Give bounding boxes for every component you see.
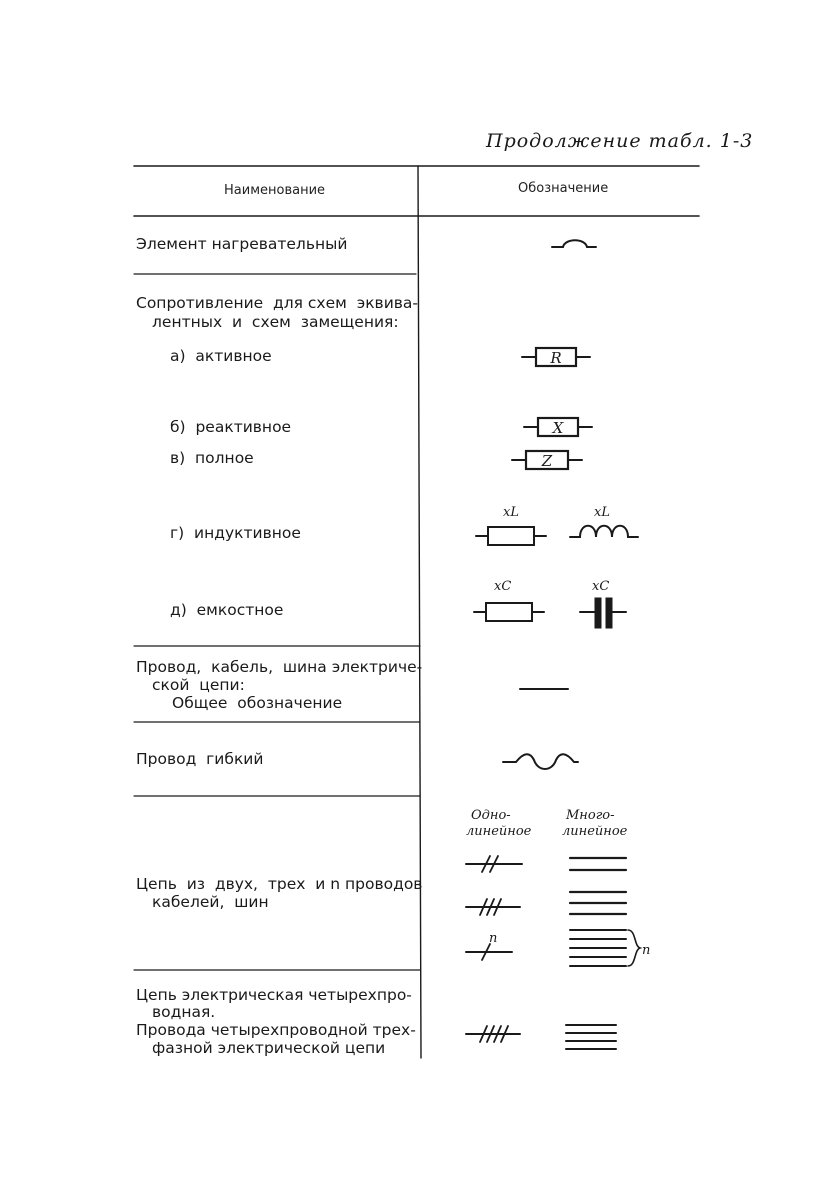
row-wire-name-2: ской цепи: [152,676,245,694]
capacitive-label-left: xC [494,579,512,594]
row-fourwire-name-2: водная. [152,1003,216,1021]
row-fourwire-name-4: фазной электрической цепи [152,1039,386,1057]
inductive-label-right: xL [594,505,610,520]
capacitive-resistor-symbol [474,603,544,621]
row-heater-name: Элемент нагревательный [136,235,348,253]
row-wire-name-1: Провод, кабель, шина электриче- [136,658,423,676]
row-circuit-name-2: кабелей, шин [152,893,269,911]
heater-symbol [552,240,596,247]
wire-flexible-symbol [503,754,578,769]
row-inductive-name: г) индуктивное [170,524,301,542]
multi-line-two-wires-symbol [570,858,626,870]
row-reactive-name: б) реактивное [170,418,292,436]
multi-line-label-1: Много- [566,808,615,823]
row-active-name: а) активное [170,347,272,365]
row-circuit-name-1: Цепь из двух, трех и n проводов [136,875,423,893]
row-resistance-name-2: лентных и схем замещения: [152,313,399,331]
row-full-name: в) полное [170,449,254,467]
single-line-three-wires-symbol [466,899,520,915]
row-capacitive-name: д) емкостное [170,601,284,619]
multi-line-n-wires-symbol [570,930,640,966]
single-line-n-wires-symbol [466,944,512,960]
row-fourwire-name-3: Провода четырехпроводной трех- [136,1021,416,1039]
multi-line-three-wires-symbol [570,892,626,914]
resistor-x-letter: X [552,419,564,437]
column-header-name: Наименование [224,183,326,198]
single-line-label-2: линейное [466,824,532,839]
row-wire-name-3: Общее обозначение [172,694,343,712]
capacitor-symbol [580,598,626,628]
capacitive-label-right: xC [592,579,610,594]
table-caption: Продолжение табл. 1-3 [486,130,754,152]
resistor-z-letter: Z [541,452,553,470]
column-divider [418,166,421,1058]
row-flexible-name: Провод гибкий [136,750,264,768]
single-line-four-wires-symbol [466,1026,520,1042]
multi-line-label-2: линейное [562,824,628,839]
column-header-symbol: Обозначение [518,181,609,196]
resistor-r-letter: R [550,349,562,367]
single-line-label-1: Одно- [471,808,511,823]
single-line-two-wires-symbol [466,856,522,872]
inductor-coil-symbol [570,526,638,537]
row-resistance-name-1: Сопротивление для схем эквива- [136,294,418,312]
inductive-resistor-symbol [476,527,546,545]
inductive-label-left: xL [503,505,519,520]
multi-line-four-wires-symbol [566,1025,616,1049]
row-fourwire-name-1: Цепь электрическая четырехпро- [136,986,412,1004]
single-line-n-label: n [489,931,498,946]
multi-line-n-label: n [642,943,651,958]
